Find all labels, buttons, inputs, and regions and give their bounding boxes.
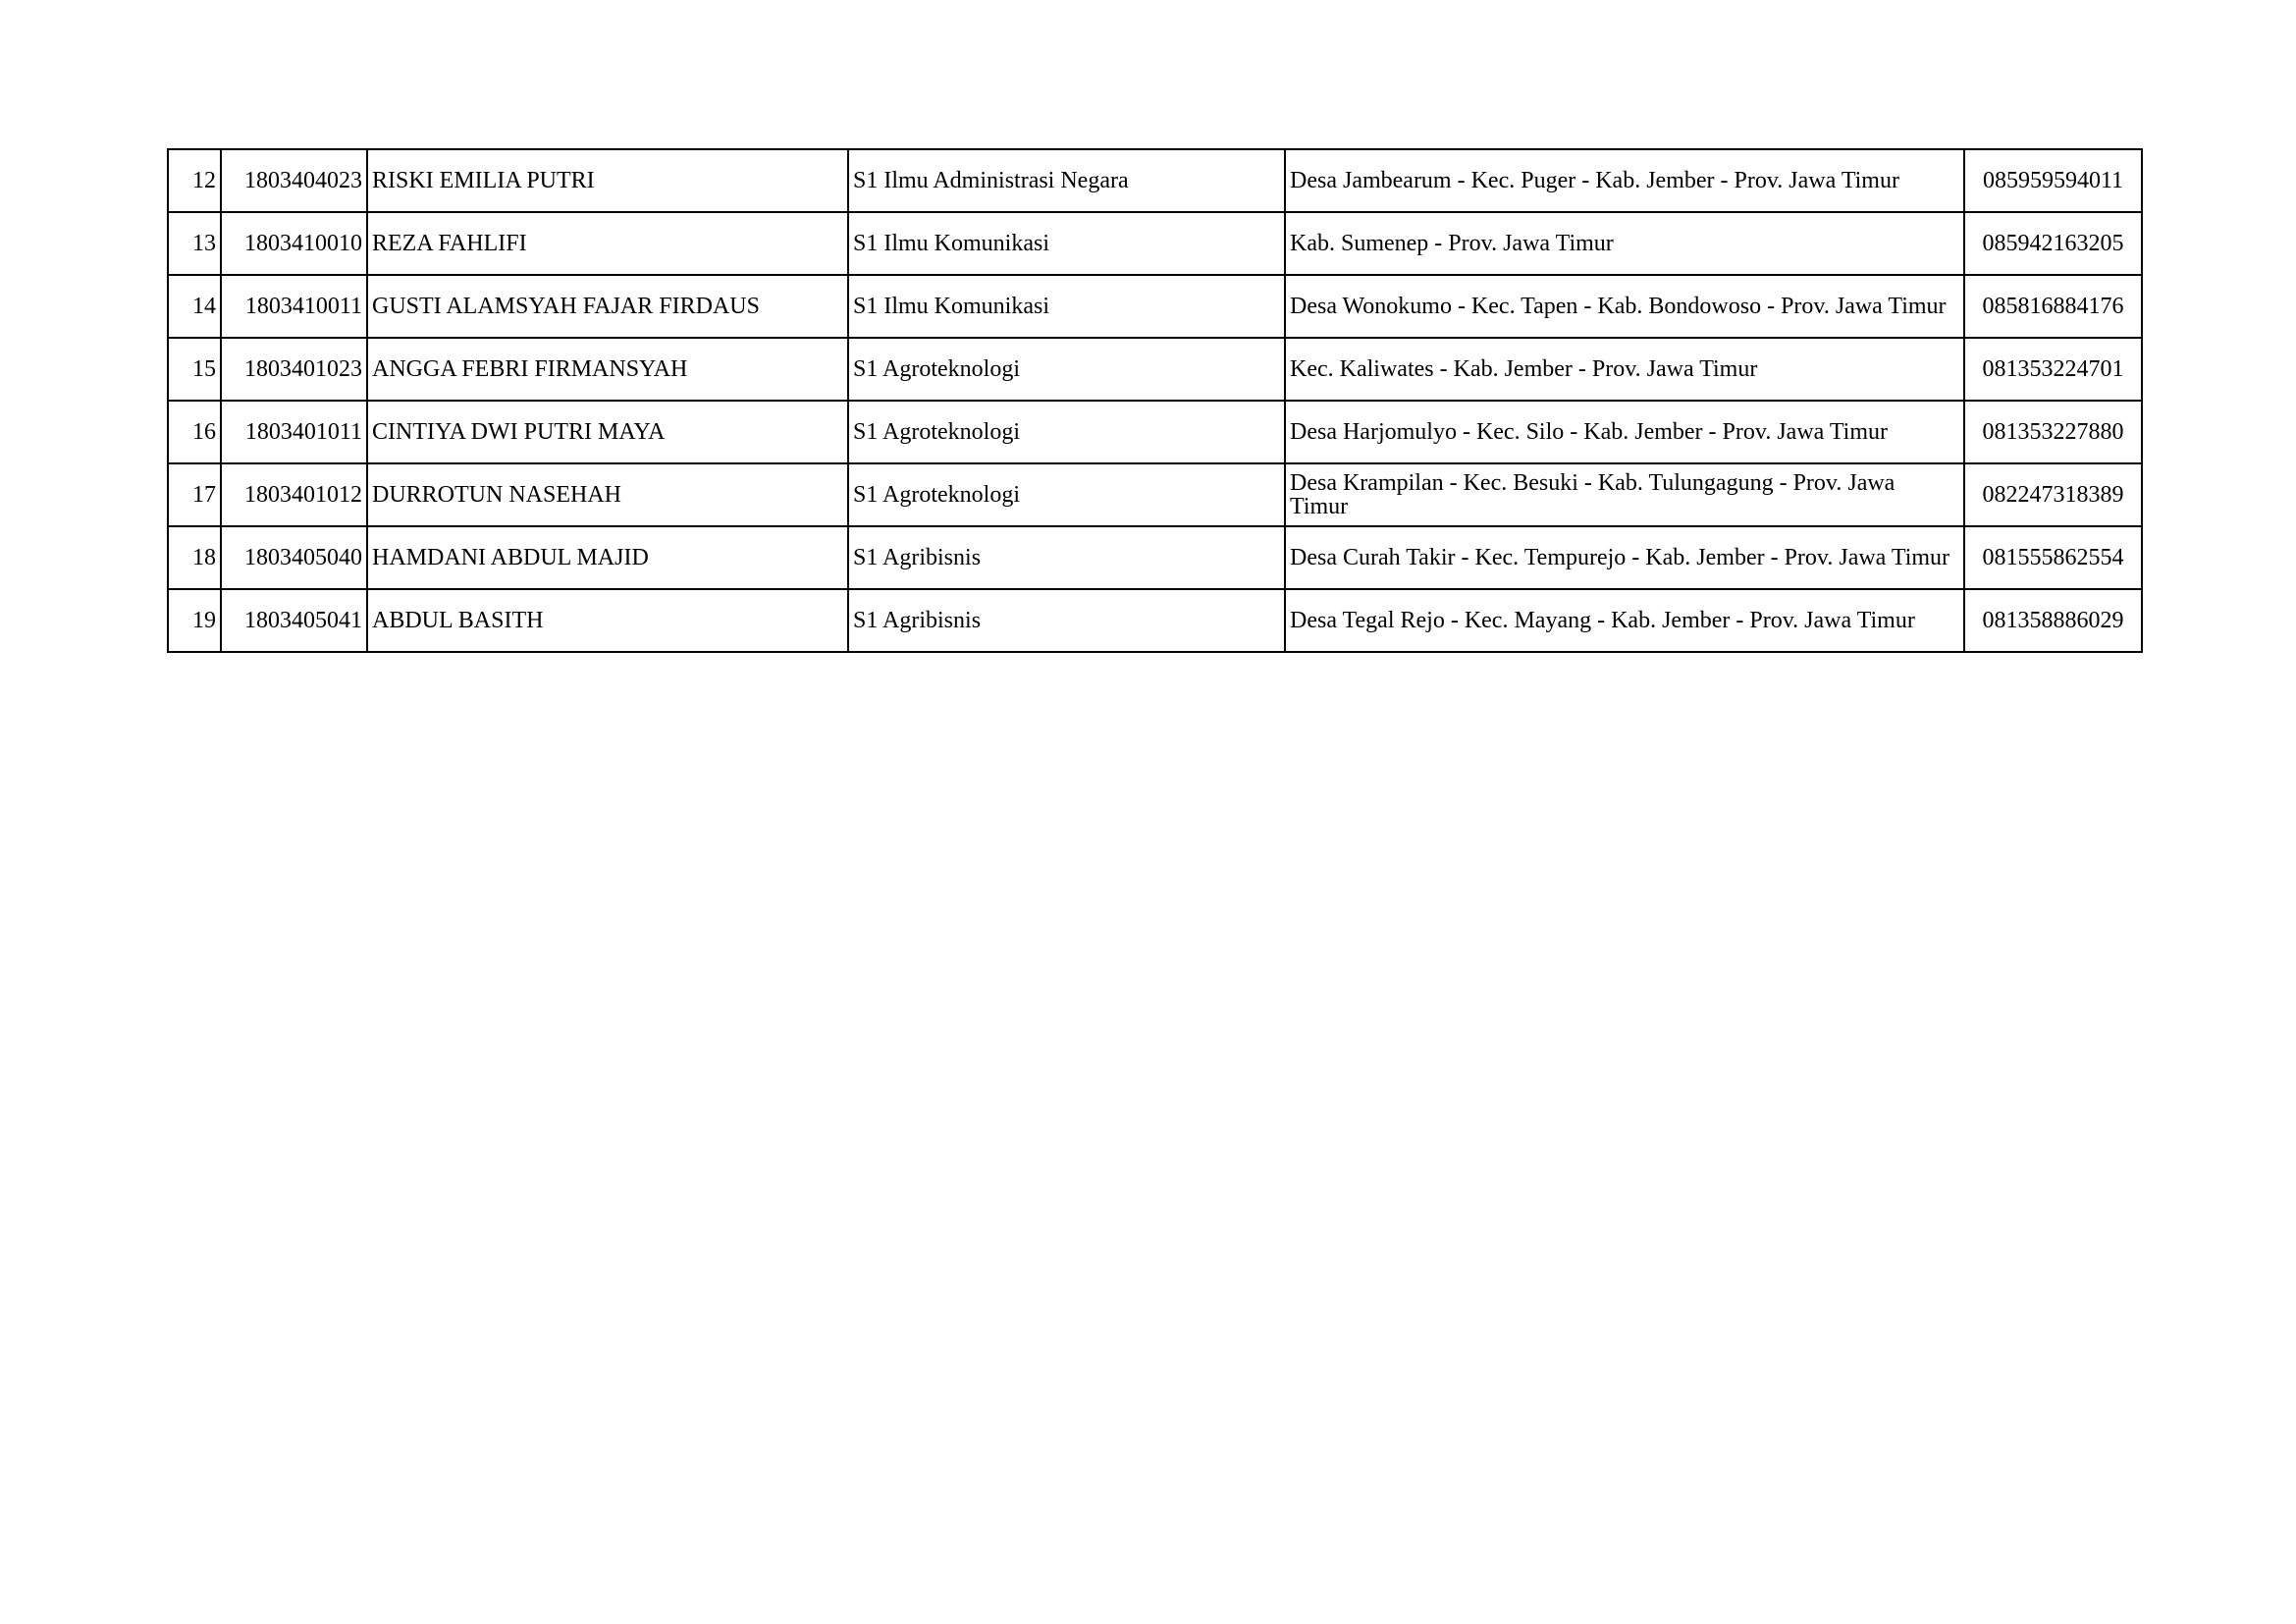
table-row: [168, 401, 2142, 463]
table-row: [168, 526, 2142, 589]
address: Desa Wonokumo - Kec. Tapen - Kab. Bondowoso - Prov. Jawa Timur: [1285, 275, 1964, 338]
student-id: 1803405040: [221, 526, 367, 589]
phone-number: 085942163205: [1964, 212, 2142, 275]
phone-number: 085816884176: [1964, 275, 2142, 338]
table-row: [168, 275, 2142, 338]
row-number: 15: [168, 338, 221, 401]
table-row: [168, 149, 2142, 212]
phone-number: 081555862554: [1964, 526, 2142, 589]
address: Desa Tegal Rejo - Kec. Mayang - Kab. Jember - Prov. Jawa Timur: [1285, 589, 1964, 652]
address: Desa Krampilan - Kec. Besuki - Kab. Tulungagung - Prov. Jawa Timur: [1285, 463, 1964, 526]
phone-number: 085959594011: [1964, 149, 2142, 212]
student-name: HAMDANI ABDUL MAJID: [367, 526, 848, 589]
study-program: S1 Agroteknologi: [848, 463, 1285, 526]
study-program: S1 Agribisnis: [848, 589, 1285, 652]
student-id: 1803410010: [221, 212, 367, 275]
table-row: [168, 463, 2142, 526]
row-number: 16: [168, 401, 221, 463]
study-program: S1 Ilmu Komunikasi: [848, 212, 1285, 275]
student-name: RISKI EMILIA PUTRI: [367, 149, 848, 212]
row-number: 14: [168, 275, 221, 338]
phone-number: 081358886029: [1964, 589, 2142, 652]
study-program: S1 Ilmu Komunikasi: [848, 275, 1285, 338]
student-id: 1803401023: [221, 338, 367, 401]
phone-number: 081353224701: [1964, 338, 2142, 401]
study-program: S1 Agroteknologi: [848, 401, 1285, 463]
student-id: 1803401012: [221, 463, 367, 526]
student-id: 1803404023: [221, 149, 367, 212]
study-program: S1 Ilmu Administrasi Negara: [848, 149, 1285, 212]
table-row: [168, 338, 2142, 401]
address: Kab. Sumenep - Prov. Jawa Timur: [1285, 212, 1964, 275]
student-id: 1803401011: [221, 401, 367, 463]
student-table: [167, 148, 2143, 653]
table-row: [168, 212, 2142, 275]
row-number: 13: [168, 212, 221, 275]
phone-number: 081353227880: [1964, 401, 2142, 463]
row-number: 19: [168, 589, 221, 652]
study-program: S1 Agribisnis: [848, 526, 1285, 589]
address: Desa Curah Takir - Kec. Tempurejo - Kab. Jember - Prov. Jawa Timur: [1285, 526, 1964, 589]
student-name: DURROTUN NASEHAH: [367, 463, 848, 526]
row-number: 12: [168, 149, 221, 212]
address: Kec. Kaliwates - Kab. Jember - Prov. Jawa Timur: [1285, 338, 1964, 401]
student-id: 1803410011: [221, 275, 367, 338]
row-number: 17: [168, 463, 221, 526]
study-program: S1 Agroteknologi: [848, 338, 1285, 401]
student-id: 1803405041: [221, 589, 367, 652]
table-row: [168, 589, 2142, 652]
student-name: GUSTI ALAMSYAH FAJAR FIRDAUS: [367, 275, 848, 338]
student-name: REZA FAHLIFI: [367, 212, 848, 275]
student-name: CINTIYA DWI PUTRI MAYA: [367, 401, 848, 463]
row-number: 18: [168, 526, 221, 589]
student-name: ANGGA FEBRI FIRMANSYAH: [367, 338, 848, 401]
student-name: ABDUL BASITH: [367, 589, 848, 652]
address: Desa Harjomulyo - Kec. Silo - Kab. Jember - Prov. Jawa Timur: [1285, 401, 1964, 463]
address: Desa Jambearum - Kec. Puger - Kab. Jember - Prov. Jawa Timur: [1285, 149, 1964, 212]
phone-number: 082247318389: [1964, 463, 2142, 526]
